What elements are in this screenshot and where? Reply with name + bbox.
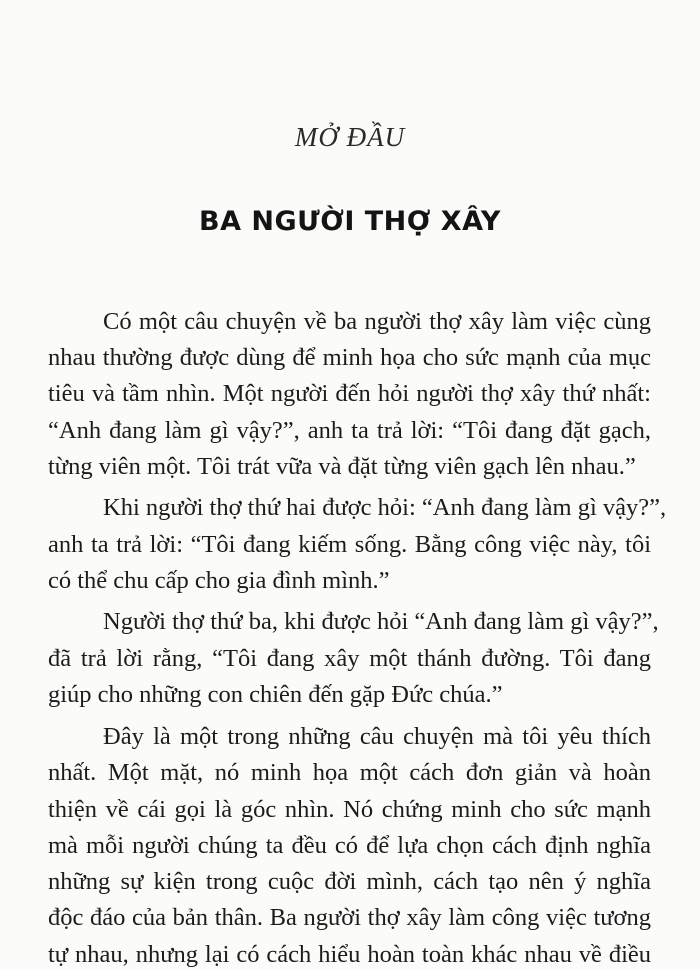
text-line: độc đáo của bản thân. Ba người thợ xây làm công việc tương [48,904,651,931]
text-line: Đây là một trong những câu chuyện mà tôi yêu thích [103,723,651,750]
chapter-label: MỞ ĐẦU [294,122,406,152]
text-line: mà mỗi người chúng ta đều có để lựa chọn cách định nghĩa [48,832,651,859]
text-line: đã trả lời rằng, “Tôi đang xây một thánh đường. Tôi đang [48,645,651,672]
text-line: anh ta trả lời: “Tôi đang kiếm sống. Bằng công việc này, tôi [48,531,651,558]
text-line: nhau thường được dùng để minh họa cho sức mạnh của mục [48,344,651,371]
text-line: Khi người thợ thứ hai được hỏi: “Anh đang làm gì vậy?”, [103,494,667,521]
chapter-title: BA NGƯỜI THỢ XÂY [199,206,501,237]
text-line: Có một câu chuyện về ba người thợ xây làm việc cùng [103,308,651,335]
text-line: tiêu và tầm nhìn. Một người đến hỏi người thợ xây thứ nhất: [48,380,651,407]
text-line: nhất. Một mặt, nó minh họa một cách đơn giản và hoàn [48,759,651,786]
text-line: có thể chu cấp cho gia đình mình.” [48,567,390,594]
text-line: những sự kiện trong cuộc đời mình, cách tạo nên ý nghĩa [48,868,651,895]
text-line: giúp cho những con chiên đến gặp Đức chúa.” [48,681,503,708]
text-line: Người thợ thứ ba, khi được hỏi “Anh đang làm gì vậy?”, [103,608,659,635]
text-line: thiện về cái gọi là góc nhìn. Nó chứng minh cho sức mạnh [48,796,651,823]
text-line: “Anh đang làm gì vậy?”, anh ta trả lời: “Tôi đang đặt gạch, [48,417,651,444]
text-line: từng viên một. Tôi trát vữa và đặt từng viên gạch lên nhau.” [48,453,636,480]
text-line: tự nhau, nhưng lại có cách hiểu hoàn toàn khác nhau về điều [48,941,651,968]
